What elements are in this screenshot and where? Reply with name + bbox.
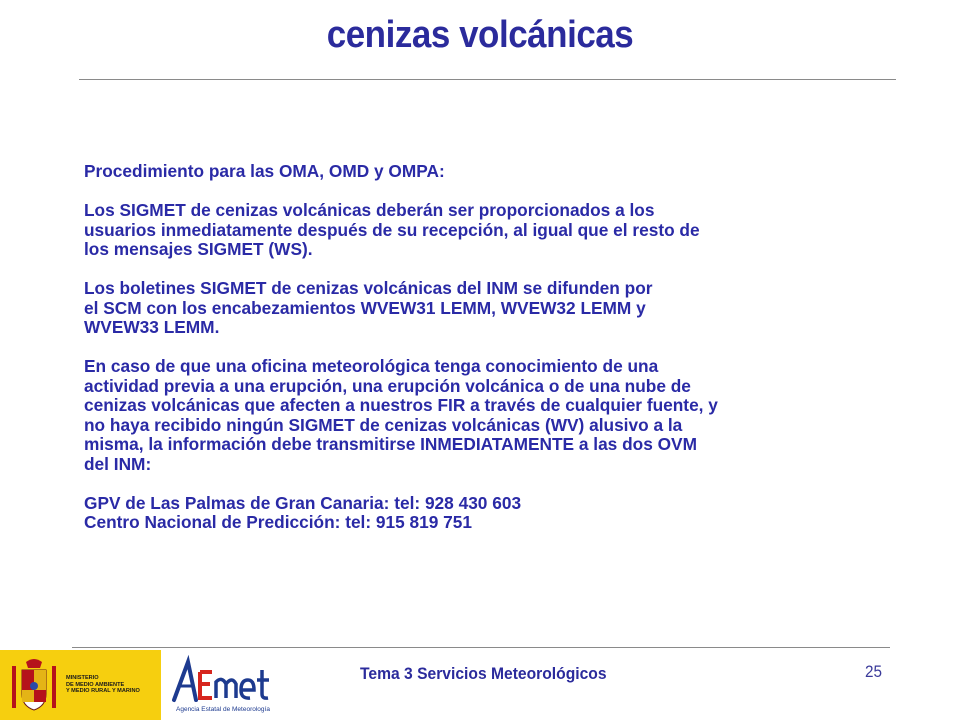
body-line: cenizas volcánicas que afecten a nuestros FIR a través de cualquier fuente, y bbox=[84, 395, 718, 415]
page-number: 25 bbox=[865, 662, 883, 681]
body-line: el SCM con los encabezamientos WVEW31 LEMM, WVEW32 LEMM y bbox=[84, 297, 646, 318]
ministry-logo-line: Y MEDIO RURAL Y MARINO bbox=[66, 688, 140, 695]
contact-line: Centro Nacional de Predicción: tel: 915 819 751 bbox=[84, 512, 473, 532]
ministry-logo-text bbox=[66, 675, 140, 695]
body-line: usuarios inmediatamente después de su recepción, al igual que el resto de bbox=[84, 219, 700, 240]
body-line: Los boletines SIGMET de cenizas volcánicas del INM se difunden por bbox=[84, 278, 653, 298]
ministry-logo-line: DE MEDIO AMBIENTE bbox=[66, 681, 125, 688]
body-line: los mensajes SIGMET (WS). bbox=[84, 239, 313, 259]
body-line: no haya recibido ningún SIGMET de cenizas volcánicas (WV) alusivo a la bbox=[84, 414, 683, 435]
aemet-logo-subtitle: Agencia Estatal de Meteorología bbox=[176, 706, 270, 713]
footer-course-title: Tema 3 Servicios Meteorológicos bbox=[360, 664, 607, 683]
body-line: En caso de que una oficina meteorológica tenga conocimiento de una bbox=[84, 356, 659, 376]
body-line: actividad previa a una erupción, una erupción volcánica o de una nube de bbox=[84, 375, 691, 396]
slide-body bbox=[84, 162, 884, 533]
aemet-logo-mark-icon bbox=[170, 654, 280, 706]
contact-line: GPV de Las Palmas de Gran Canaria: tel: 928 430 603 bbox=[84, 492, 522, 513]
slide-title: cenizas volcánicas bbox=[326, 14, 634, 56]
ministry-logo-line: MINISTERIO bbox=[66, 675, 99, 681]
body-line: WVEW33 LEMM. bbox=[84, 317, 220, 337]
body-line: del INM: bbox=[84, 453, 152, 474]
ministry-logo bbox=[0, 650, 161, 720]
procedure-heading: Procedimiento para las OMA, OMD y OMPA: bbox=[84, 161, 445, 181]
aemet-logo bbox=[170, 654, 280, 720]
body-line: misma, la información debe transmitirse INMEDIATAMENTE a las dos OVM bbox=[84, 434, 697, 454]
body-line: Los SIGMET de cenizas volcánicas deberán ser proporcionados a los bbox=[84, 200, 655, 220]
footer-divider bbox=[72, 647, 890, 648]
coat-of-arms-icon bbox=[8, 656, 60, 716]
title-divider bbox=[79, 79, 896, 80]
